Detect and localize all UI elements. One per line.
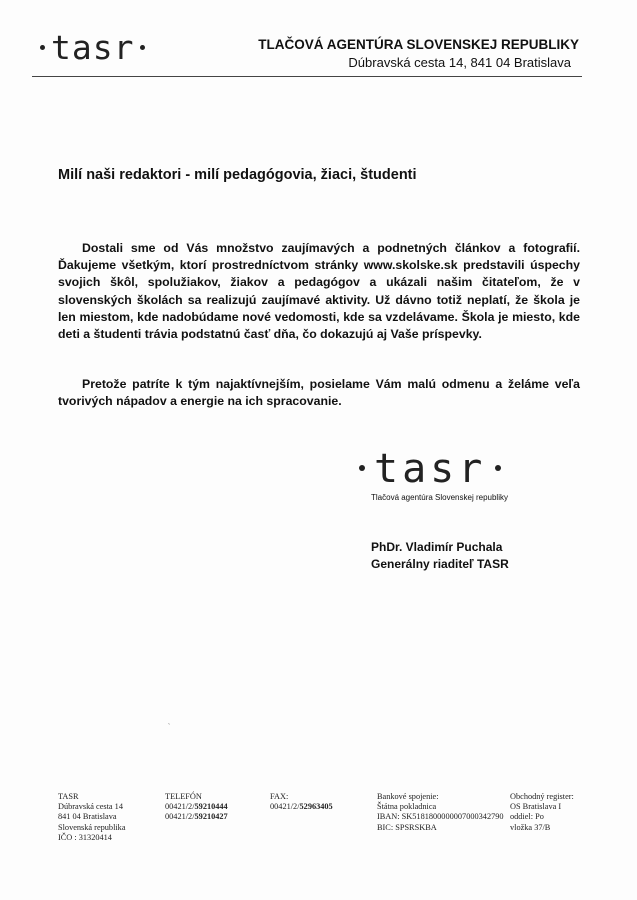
logo-dot-icon (495, 465, 501, 471)
logo-dot-icon (40, 45, 45, 50)
footer-line: Obchodný register: (510, 792, 574, 801)
footer-line: IČO : 31320414 (58, 832, 112, 842)
phone-prefix: 00421/2/ (165, 812, 195, 822)
footer-fax (270, 792, 333, 812)
signatory-name: PhDr. Vladimír Puchala (371, 540, 503, 554)
letter-paragraph-2: Pretože patríte k tým najaktívnejším, posielame Vám malú odmenu a želáme veľa tvorivých nápadov a energie na ich spracovanie. (58, 377, 580, 409)
logo-text: tasr (51, 28, 135, 67)
footer-phone-line (165, 802, 228, 812)
signature-logo-text: tasr (374, 446, 487, 492)
footer-fax-line (270, 802, 333, 812)
footer-fax-label: FAX: (270, 792, 289, 801)
footer-phone-label: TELEFÓN (165, 792, 202, 801)
agency-name: TLAČOVÁ AGENTÚRA SLOVENSKEJ REPUBLIKY (258, 37, 579, 52)
footer-register (510, 792, 574, 833)
letter-paragraph-1: Dostali sme od Vás množstvo zaujímavých a podnetných článkov a fotografií. Ďakujeme všetkým, ktorí prostredníctvom stránky www.skolske.sk predstavili úspechy svojich škôl, spolužiakov, žiakov a pedagógov a ukázali našim čitateľom, že v slovenských školách sa realizujú zaujímavé aktivity. Už dávno totiž neplatí, že škola je len miestom, kde nadobúdame nové vedomosti, kde sa vzdelávame. Škola je miesto, kde deti a študenti trávia podstatnú časť dňa, čo dokazujú aj Vaše príspevky. (58, 241, 580, 342)
footer-bank (377, 792, 504, 833)
phone-prefix: 00421/2/ (165, 802, 195, 812)
stray-mark: ˎ (168, 718, 171, 725)
letter-salutation: Milí naši redaktori - milí pedagógovia, žiaci, študenti (58, 167, 417, 183)
fax-number: 52963405 (299, 802, 333, 812)
logo-dot-icon (359, 465, 365, 471)
logo-dot-icon (140, 45, 145, 50)
footer-phone-line (165, 812, 228, 822)
footer-line: Bankové spojenie: (377, 792, 439, 801)
phone-number: 59210427 (194, 812, 228, 822)
footer-line: IBAN: SK5181800000007000342790 (377, 812, 504, 822)
header-divider (32, 76, 582, 77)
footer-phone (165, 792, 228, 823)
footer-line: Štátna pokladnica (377, 802, 437, 812)
footer-line: oddiel: Po (510, 812, 544, 822)
signatory-title: Generálny riaditeľ TASR (371, 557, 509, 571)
agency-address: Dúbravská cesta 14, 841 04 Bratislava (348, 55, 571, 70)
signature-tasr-logo (350, 446, 510, 492)
phone-number: 59210444 (194, 802, 228, 812)
fax-prefix: 00421/2/ (270, 802, 300, 812)
footer-line: vložka 37/B (510, 822, 551, 832)
footer-line: TASR (58, 792, 79, 801)
footer-company (58, 792, 126, 843)
footer-line: OS Bratislava I (510, 802, 562, 812)
footer-line: BIC: SPSRSKBA (377, 822, 437, 832)
footer-line: 841 04 Bratislava (58, 812, 117, 822)
signature-agency: Tlačová agentúra Slovenskej republiky (371, 493, 508, 502)
tasr-logo (34, 28, 151, 67)
footer-line: Dúbravská cesta 14 (58, 802, 123, 812)
footer-line: Slovenská republika (58, 822, 126, 832)
